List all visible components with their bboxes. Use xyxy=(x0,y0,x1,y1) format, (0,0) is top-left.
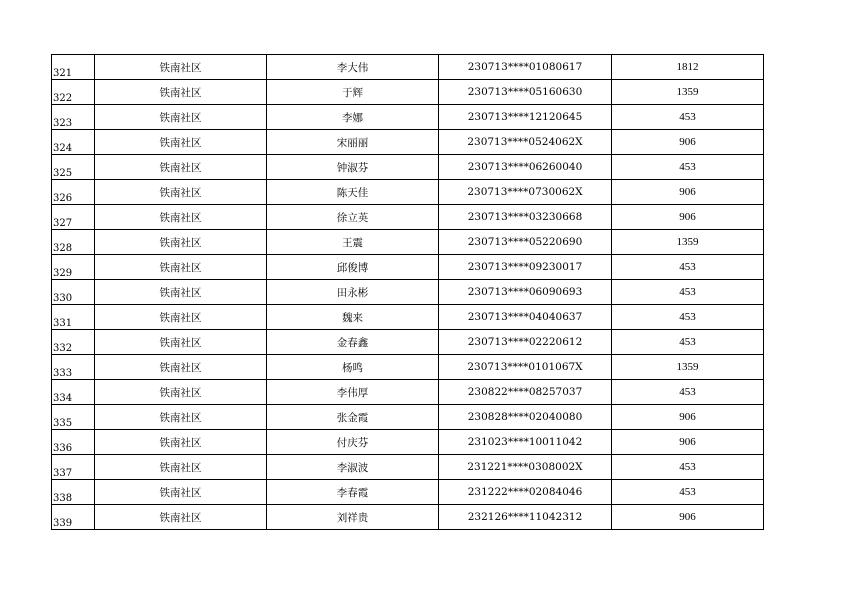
person-name-cell: 于辉 xyxy=(267,80,439,105)
id-number-cell: 231023****10011042 xyxy=(439,430,612,455)
amount-cell: 453 xyxy=(612,105,764,130)
row-number: 330 xyxy=(52,280,95,305)
table-row xyxy=(52,455,764,480)
row-number: 332 xyxy=(52,330,95,355)
row-number: 329 xyxy=(52,255,95,280)
row-number: 324 xyxy=(52,130,95,155)
row-number: 328 xyxy=(52,230,95,255)
amount-cell: 906 xyxy=(612,130,764,155)
table-row xyxy=(52,105,764,130)
person-name-cell: 王震 xyxy=(267,230,439,255)
id-number-cell: 230713****06090693 xyxy=(439,280,612,305)
amount-cell: 906 xyxy=(612,430,764,455)
amount-cell: 1359 xyxy=(612,230,764,255)
table-row xyxy=(52,80,764,105)
id-number-cell: 230713****0730062X xyxy=(439,180,612,205)
row-number: 333 xyxy=(52,355,95,380)
row-number: 322 xyxy=(52,80,95,105)
person-name-cell: 徐立英 xyxy=(267,205,439,230)
person-name-cell: 杨鸣 xyxy=(267,355,439,380)
community-cell: 铁南社区 xyxy=(95,230,267,255)
table-row xyxy=(52,330,764,355)
amount-cell: 453 xyxy=(612,255,764,280)
community-cell: 铁南社区 xyxy=(95,130,267,155)
amount-cell: 906 xyxy=(612,505,764,530)
community-cell: 铁南社区 xyxy=(95,180,267,205)
amount-cell: 906 xyxy=(612,180,764,205)
person-name-cell: 陈天佳 xyxy=(267,180,439,205)
community-cell: 铁南社区 xyxy=(95,405,267,430)
row-number: 326 xyxy=(52,180,95,205)
amount-cell: 453 xyxy=(612,480,764,505)
person-name-cell: 田永彬 xyxy=(267,280,439,305)
community-cell: 铁南社区 xyxy=(95,255,267,280)
person-name-cell: 李春霞 xyxy=(267,480,439,505)
person-name-cell: 刘祥贵 xyxy=(267,505,439,530)
id-number-cell: 230713****03230668 xyxy=(439,205,612,230)
table-row xyxy=(52,230,764,255)
row-number: 325 xyxy=(52,155,95,180)
amount-cell: 1812 xyxy=(612,55,764,80)
row-number: 321 xyxy=(52,55,95,80)
id-number-cell: 232126****11042312 xyxy=(439,505,612,530)
table-row xyxy=(52,430,764,455)
id-number-cell: 230713****02220612 xyxy=(439,330,612,355)
person-name-cell: 张金霞 xyxy=(267,405,439,430)
id-number-cell: 230713****09230017 xyxy=(439,255,612,280)
id-number-cell: 230713****12120645 xyxy=(439,105,612,130)
community-cell: 铁南社区 xyxy=(95,355,267,380)
amount-cell: 1359 xyxy=(612,80,764,105)
row-number: 339 xyxy=(52,505,95,530)
amount-cell: 453 xyxy=(612,380,764,405)
person-name-cell: 李娜 xyxy=(267,105,439,130)
table-row xyxy=(52,155,764,180)
table-row xyxy=(52,355,764,380)
table-row xyxy=(52,205,764,230)
id-number-cell: 230822****08257037 xyxy=(439,380,612,405)
amount-cell: 453 xyxy=(612,155,764,180)
row-number: 337 xyxy=(52,455,95,480)
row-number: 335 xyxy=(52,405,95,430)
roster-table-body xyxy=(52,55,764,530)
amount-cell: 453 xyxy=(612,280,764,305)
community-cell: 铁南社区 xyxy=(95,505,267,530)
row-number: 336 xyxy=(52,430,95,455)
table-row xyxy=(52,280,764,305)
row-number: 331 xyxy=(52,305,95,330)
amount-cell: 453 xyxy=(612,455,764,480)
table-row xyxy=(52,405,764,430)
amount-cell: 453 xyxy=(612,305,764,330)
id-number-cell: 230713****05160630 xyxy=(439,80,612,105)
person-name-cell: 李淑波 xyxy=(267,455,439,480)
id-number-cell: 230713****0524062X xyxy=(439,130,612,155)
roster-table xyxy=(51,54,764,530)
row-number: 327 xyxy=(52,205,95,230)
person-name-cell: 金春鑫 xyxy=(267,330,439,355)
id-number-cell: 230713****04040637 xyxy=(439,305,612,330)
community-cell: 铁南社区 xyxy=(95,455,267,480)
table-row xyxy=(52,130,764,155)
community-cell: 铁南社区 xyxy=(95,55,267,80)
row-number: 323 xyxy=(52,105,95,130)
person-name-cell: 魏来 xyxy=(267,305,439,330)
community-cell: 铁南社区 xyxy=(95,205,267,230)
community-cell: 铁南社区 xyxy=(95,480,267,505)
table-row xyxy=(52,505,764,530)
community-cell: 铁南社区 xyxy=(95,155,267,180)
table-row xyxy=(52,180,764,205)
person-name-cell: 李大伟 xyxy=(267,55,439,80)
person-name-cell: 钟淑芬 xyxy=(267,155,439,180)
table-row xyxy=(52,480,764,505)
table-row xyxy=(52,305,764,330)
amount-cell: 1359 xyxy=(612,355,764,380)
id-number-cell: 230713****06260040 xyxy=(439,155,612,180)
community-cell: 铁南社区 xyxy=(95,305,267,330)
community-cell: 铁南社区 xyxy=(95,105,267,130)
person-name-cell: 付庆芬 xyxy=(267,430,439,455)
id-number-cell: 230713****05220690 xyxy=(439,230,612,255)
table-row xyxy=(52,380,764,405)
id-number-cell: 231221****0308002X xyxy=(439,455,612,480)
community-cell: 铁南社区 xyxy=(95,330,267,355)
id-number-cell: 231222****02084046 xyxy=(439,480,612,505)
person-name-cell: 李伟厚 xyxy=(267,380,439,405)
community-cell: 铁南社区 xyxy=(95,430,267,455)
id-number-cell: 230713****01080617 xyxy=(439,55,612,80)
row-number: 334 xyxy=(52,380,95,405)
amount-cell: 906 xyxy=(612,405,764,430)
person-name-cell: 邱俊博 xyxy=(267,255,439,280)
id-number-cell: 230828****02040080 xyxy=(439,405,612,430)
person-name-cell: 宋丽丽 xyxy=(267,130,439,155)
community-cell: 铁南社区 xyxy=(95,380,267,405)
amount-cell: 906 xyxy=(612,205,764,230)
row-number: 338 xyxy=(52,480,95,505)
id-number-cell: 230713****0101067X xyxy=(439,355,612,380)
table-row xyxy=(52,55,764,80)
table-row xyxy=(52,255,764,280)
amount-cell: 453 xyxy=(612,330,764,355)
community-cell: 铁南社区 xyxy=(95,80,267,105)
community-cell: 铁南社区 xyxy=(95,280,267,305)
